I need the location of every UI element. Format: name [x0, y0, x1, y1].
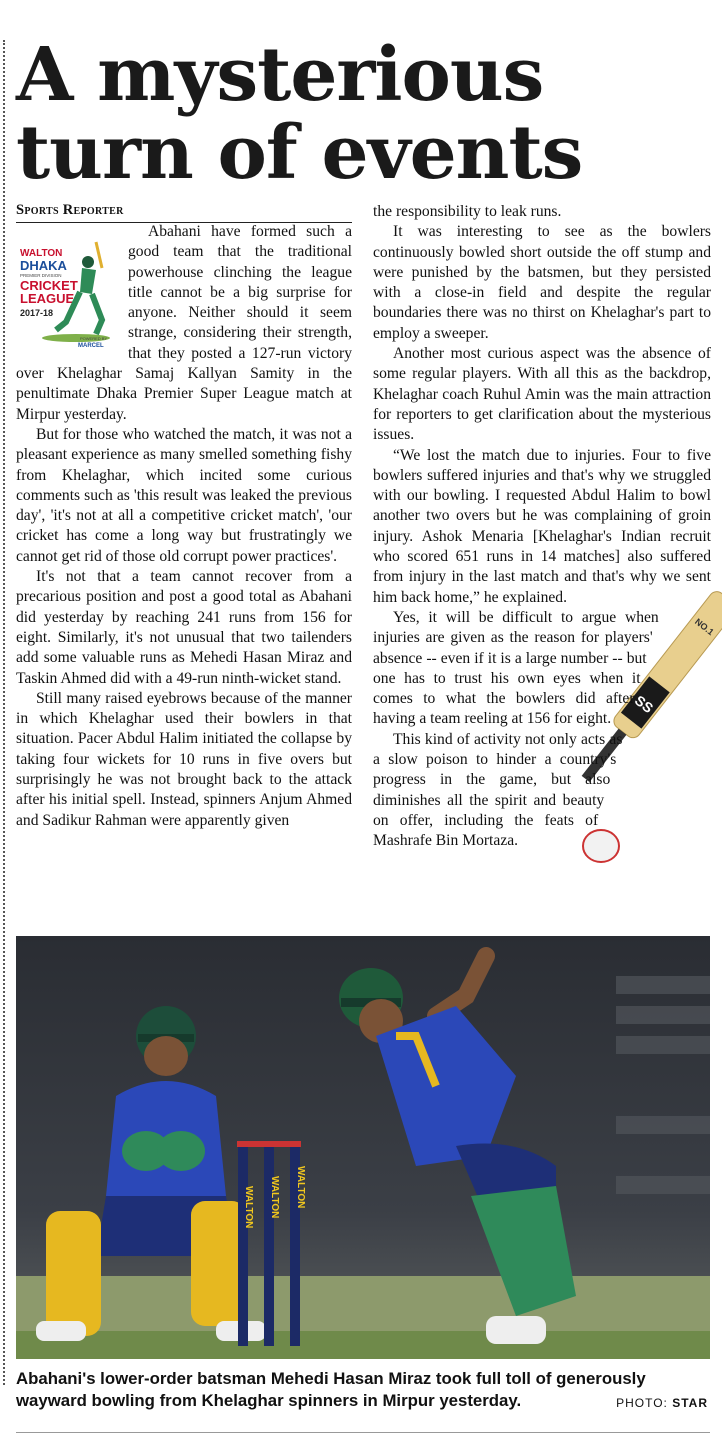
logo-name-1: DHAKA [20, 258, 67, 273]
logo-name-2: CRICKET [20, 278, 78, 293]
photo-credit [616, 1396, 708, 1410]
logo-sub: PREMIER DIVISION [20, 273, 62, 278]
logo-sponsor: WALTON [20, 248, 63, 259]
right-paragraph-5: Yes, it will be difficult to argue when injuries are given as the reason for players' absence -- even if it is a large number -- but one has to trust his own eyes when it comes to what the bowlers did after having a team reeling at 156 for eight. [373, 608, 659, 728]
logo-season: 2017-18 [20, 308, 54, 318]
left-paragraph-1: Abahani have formed such a good team that the traditional powerhouse clinching the league title cannot be a big surprise for anyone. Neither should it seem strange, considering their strength, that they posted a 127-run victory over Khelaghar Samaj Kallyan Samity in the penultimate Dhaka Premier Super League match at Mirpur yesterday. [16, 223, 352, 423]
league-logo [16, 238, 114, 350]
stump-brand-2: WALTON [269, 1176, 280, 1219]
stump-brand-1: WALTON [243, 1186, 254, 1229]
left-column [16, 222, 352, 831]
left-paragraph-4: Still many raised eyebrows because of the manner in which Khelaghar used their bowlers in that situation. Pacer Abdul Halim initiated the collapse by taking four wickets for 10 runs in five overs but surprisingly he was not brought back to the attack after his initial spell. Instead, spinners Anjum Ahmed and Sadikur Rahman were apparently given [16, 689, 352, 829]
photo-credit-label: PHOTO: [616, 1396, 668, 1410]
bat-number: NO.1 [693, 616, 716, 638]
logo-partner: MARCEL [78, 343, 104, 349]
photo-credit-source: STAR [672, 1396, 708, 1410]
bat-brand: SS [631, 691, 657, 717]
left-paragraph-2: But for those who watched the match, it was not a pleasant experience as many smelled something fishy from Khelaghar, which incited some curious comments such as 'this result was leaked the previous day', 'it's not at all a competitive cricket match', 'our cricket has come a long way but frustratingly we cannot get rid of those old corrupt power practices'. [16, 425, 352, 565]
bottom-rule [16, 1432, 710, 1433]
left-dotted-rule [3, 40, 5, 1385]
right-paragraph-1: the responsibility to leak runs. [373, 203, 562, 220]
match-photo [16, 936, 710, 1359]
right-paragraph-4: “We lost the match due to injuries. Four to five bowlers suffered injuries and that's why we struggled with our bowling. I requested Abdul Halim to bowl another two overs but he was complaining of groin injury. Ashok Menaria [Khelaghar's Indian recruit who scored 651 runs in 14 matches] also suffered from injury in the last match and that's why we sent him back home,” he explained. [373, 446, 711, 606]
stumps-figure [237, 1141, 306, 1346]
right-paragraph-6: This kind of activity not only acts as a slow poison to hinder a country's progress in the game, but also diminishes all the spirit and beauty on offer, including the feats of Mashrafe Bin Mortaza. [373, 730, 623, 850]
left-paragraph-3: It's not that a team cannot recover from a precarious position and post a good total as Abahani did yesterday by reaching 241 runs from 156 for eight. Similarly, it's not unusual that two tailenders add some valuable runs as Mehedi Hasan Miraz and Taskin Ahmed did with a 49-run ninth-wicket stand. [16, 568, 352, 687]
byline: Sports Reporter [16, 202, 352, 223]
right-paragraph-3: Another most curious aspect was the absence of some regular players. With all this as the backdrop, Khelaghar coach Ruhul Amin was the main attraction for reporters to get clarification about the mysterious issues. [373, 345, 711, 444]
logo-powered: POWERED BY [80, 336, 108, 341]
logo-name-3: LEAGUE [20, 291, 75, 306]
photo-caption: Abahani's lower-order batsman Mehedi Hasan Miraz took full toll of generously wayward bowling from Khelaghar spinners in Mirpur yesterday. [16, 1369, 646, 1410]
right-paragraph-2: It was interesting to see as the bowlers continuously bowled short outside the off stump and were punished by the batsmen, but they persisted with a close-in field and despite the regular boundaries there was no thirst on Khelaghar's part to employ a sweeper. [373, 223, 711, 342]
headline: A mysterious turn of events [16, 32, 583, 196]
stump-brand-3: WALTON [295, 1166, 306, 1209]
right-column [373, 202, 716, 866]
